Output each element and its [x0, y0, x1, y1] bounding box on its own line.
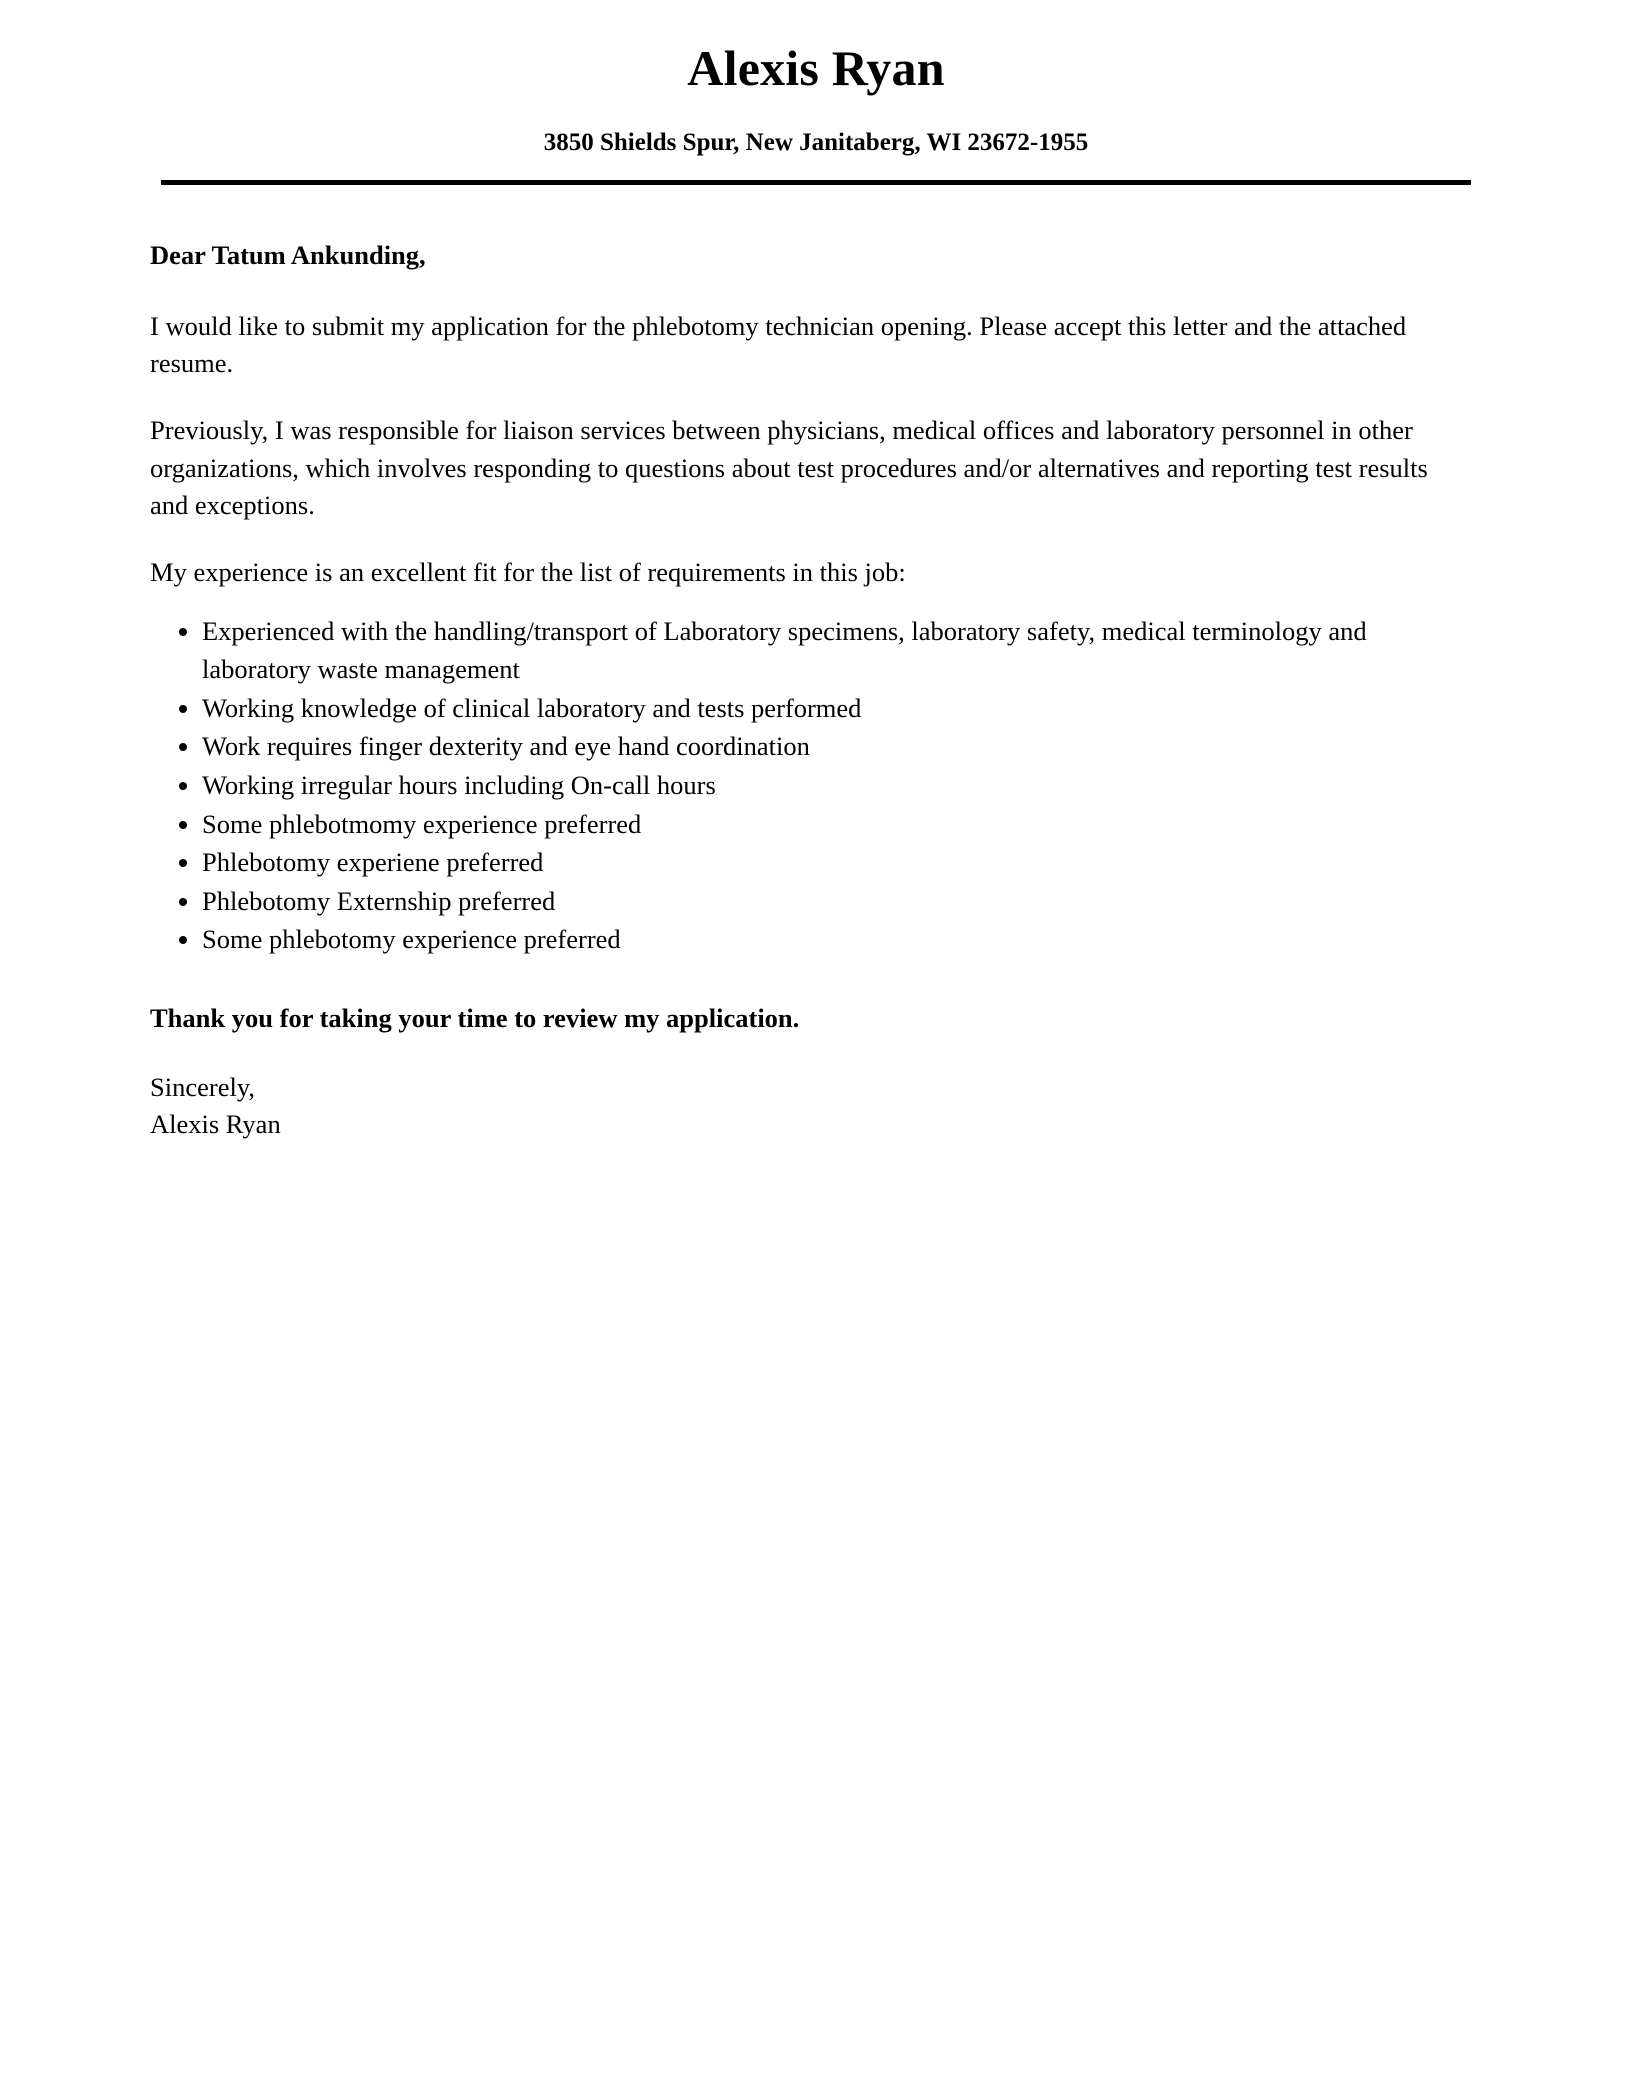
paragraph-intro: I would like to submit my application for the phlebotomy technician opening. Please accept this letter and the attached resume.	[150, 310, 1407, 379]
signoff-name: Alexis Ryan	[150, 1109, 281, 1140]
letterhead	[0, 0, 1632, 185]
paragraph-experience: Previously, I was responsible for liaison services between physicians, medical offices and laboratory personnel in other organizations, which involves responding to questions about test procedures and/or alternatives and reporting test results and exceptions.	[150, 414, 1428, 521]
list-item: • Some phlebotmomy experience preferred	[202, 806, 1455, 844]
list-item: • Experienced with the handling/transport of Laboratory specimens, laboratory safety, medical terminology and laboratory waste management	[202, 613, 1455, 688]
list-item: • Some phlebotomy experience preferred	[202, 921, 1455, 959]
signature-block	[150, 1038, 1455, 1144]
signoff-valediction: Sincerely,	[150, 1071, 255, 1102]
paragraph-requirements-lead-in: My experience is an excellent fit for the list of requirements in this job:	[150, 556, 906, 587]
list-item: • Phlebotomy experiene preferred	[202, 844, 1455, 882]
list-item: • Work requires finger dexterity and eye hand coordination	[202, 728, 1455, 766]
applicant-name: Alexis Ryan	[687, 40, 945, 96]
list-item: • Working irregular hours including On-call hours	[202, 767, 1455, 805]
list-item: • Phlebotomy Externship preferred	[202, 883, 1455, 921]
salutation: Dear Tatum Ankunding,	[150, 240, 426, 270]
list-item: • Working knowledge of clinical laboratory and tests performed	[202, 690, 1455, 728]
letter-body	[0, 185, 1632, 1144]
applicant-address: 3850 Shields Spur, New Janitaberg, WI 23672-1955	[543, 129, 1089, 156]
requirements-list	[150, 591, 1455, 959]
closing-thanks: Thank you for taking your time to review my application.	[150, 1003, 800, 1033]
